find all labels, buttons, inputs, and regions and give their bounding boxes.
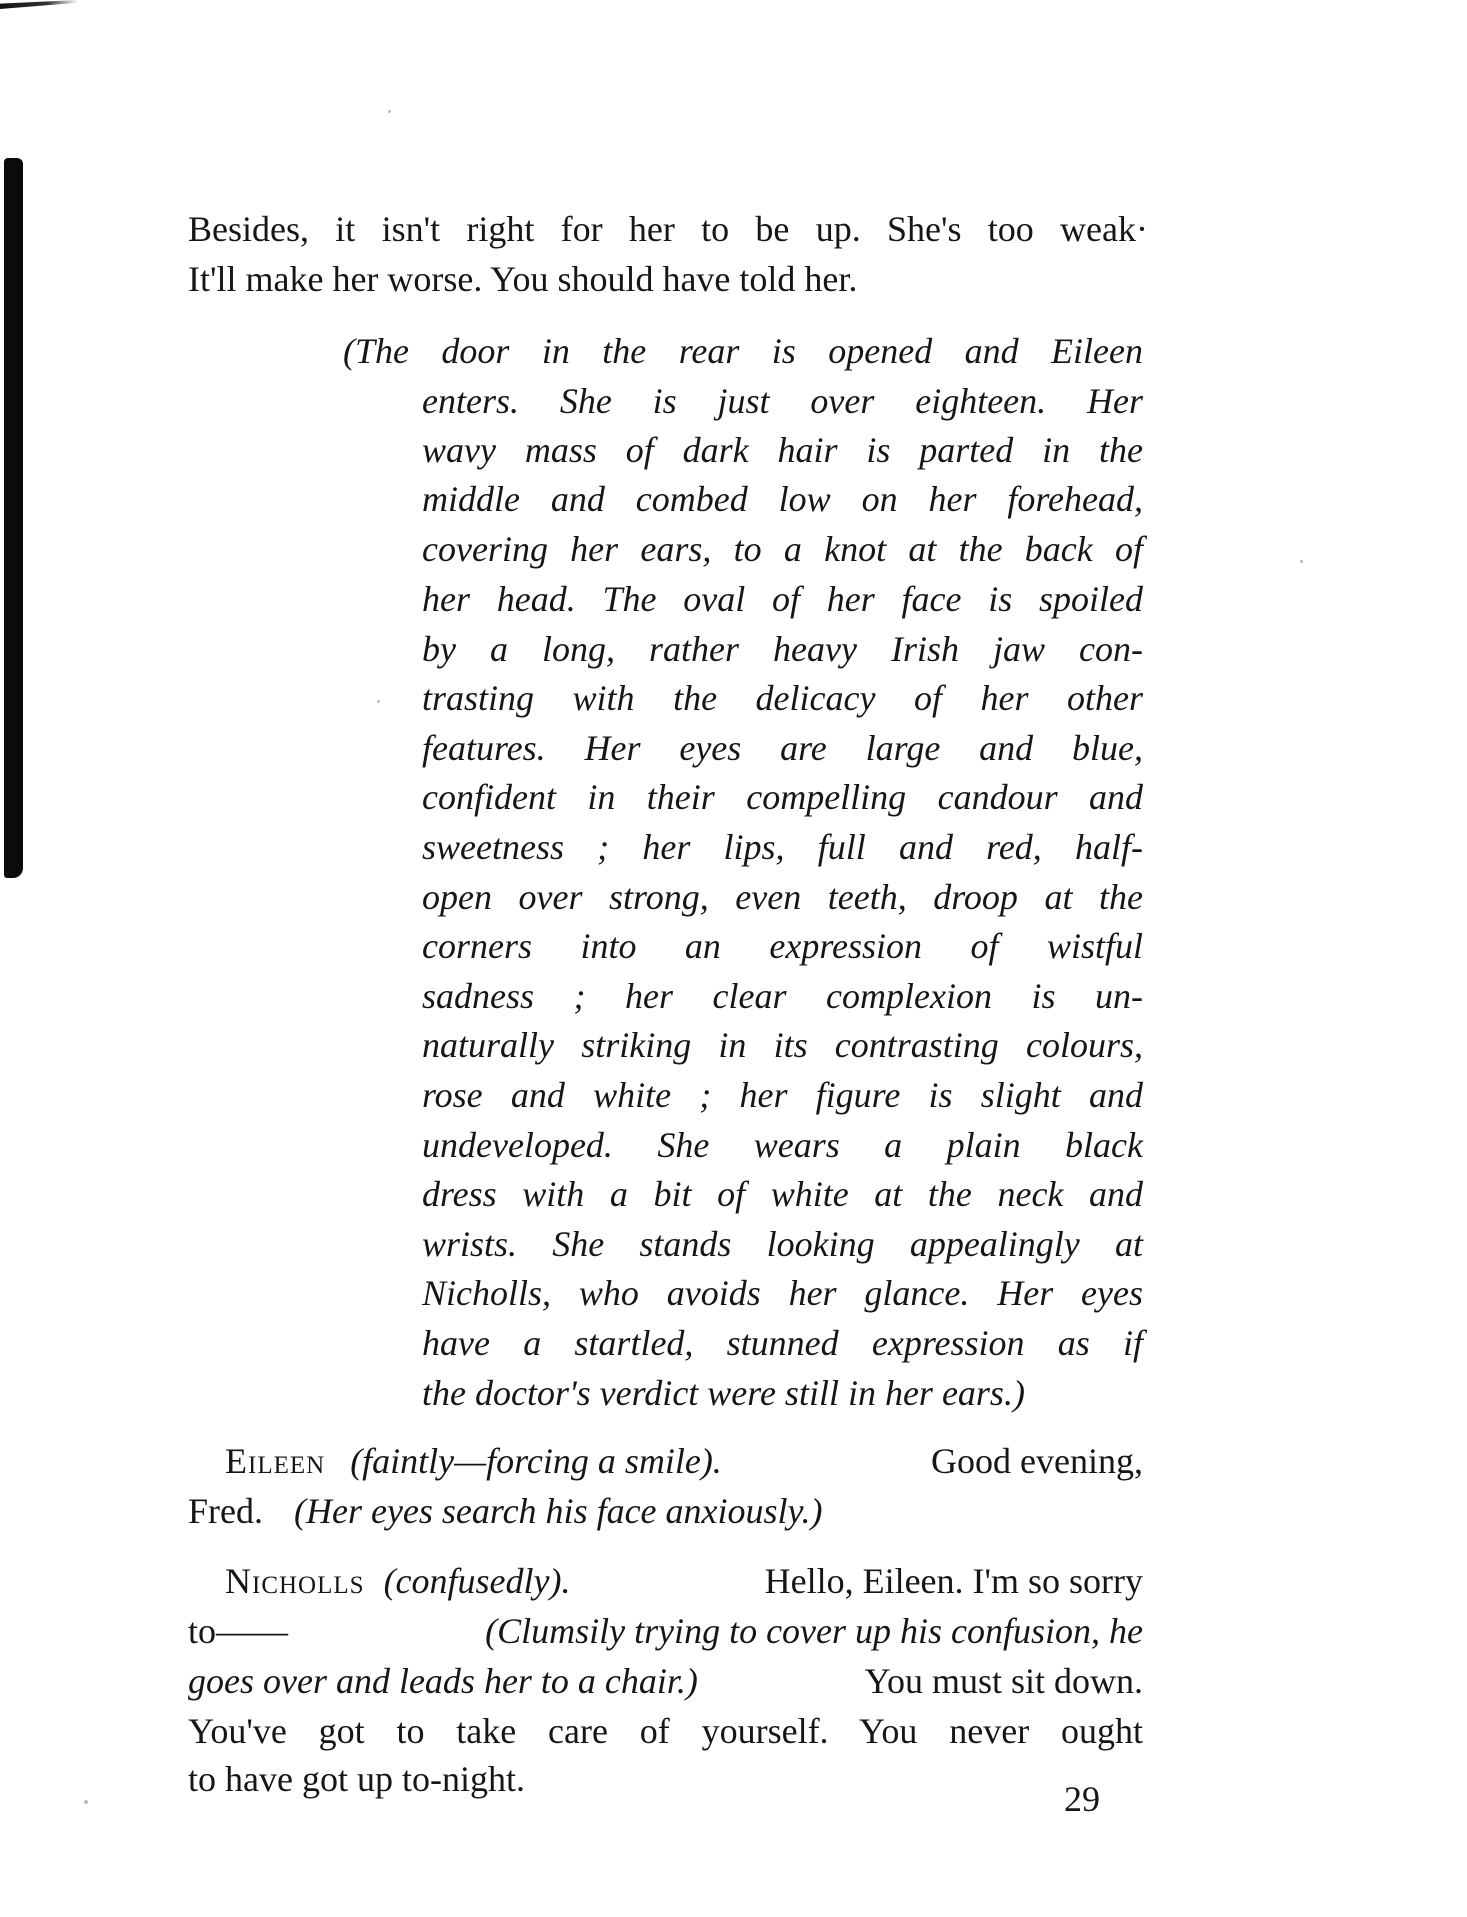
stage-direction-line: sadness ; her clear complexion is un- [422, 976, 1143, 1016]
speaker-direction: (confusedly). [383, 1561, 571, 1601]
stage-direction-line: naturally striking in its contrasting colours, [422, 1025, 1143, 1065]
stage-direction-line: (The door in the rear is opened and Eileen [343, 331, 1143, 371]
stage-direction-line: open over strong, even teeth, droop at the [422, 877, 1143, 917]
stage-direction-line: sweetness ; her lips, full and red, half- [422, 827, 1143, 867]
eileen-speech-line [225, 1440, 1143, 1482]
dialogue-text: You must sit down. [864, 1661, 1143, 1701]
stage-direction-line: have a startled, stunned expression as if [422, 1323, 1143, 1363]
stage-direction-line: trasting with the delicacy of her other [422, 678, 1143, 718]
stage-direction-inline: goes over and leads her to a chair.) [188, 1661, 698, 1701]
dialogue-text: Hello, Eileen. I'm so sorry [764, 1561, 1143, 1601]
stage-direction-inline: (Her eyes search his face anxiously.) [294, 1491, 823, 1531]
continued-speech-line: Besides, it isn't right for her to be up. She's too weak· [188, 209, 1148, 249]
stage-direction-line: rose and white ; her figure is slight and [422, 1075, 1143, 1115]
stage-direction-line: enters. She is just over eighteen. Her [422, 381, 1143, 421]
stage-direction-line: undeveloped. She wears a plain black [422, 1125, 1143, 1165]
continued-speech-line: It'll make her worse. You should have told her. [188, 259, 858, 299]
stage-direction-line: covering her ears, to a knot at the back of [422, 529, 1143, 569]
stage-direction-line: by a long, rather heavy Irish jaw con- [422, 629, 1143, 669]
speaker-direction: (faintly—forcing a smile). [350, 1441, 722, 1481]
nicholls-speech-line [225, 1560, 1143, 1602]
stage-direction-line: dress with a bit of white at the neck and [422, 1174, 1143, 1214]
speaker-name: Eileen [225, 1441, 326, 1481]
stage-direction-inline: (Clumsily trying to cover up his confusion, he [485, 1611, 1143, 1651]
stage-direction-line: confident in their compelling candour and [422, 777, 1143, 817]
stage-direction-line: her head. The oval of her face is spoiled [422, 579, 1143, 619]
stage-direction-line: features. Her eyes are large and blue, [422, 728, 1143, 768]
eileen-speech-line [188, 1490, 823, 1532]
nicholls-speech-line: to have got up to-night. [188, 1759, 525, 1799]
nicholls-speech-line: You've got to take care of yourself. You never ought [188, 1711, 1143, 1751]
dialogue-text: to—— [188, 1611, 289, 1651]
stage-direction-line: Nicholls, who avoids her glance. Her eyes [422, 1273, 1143, 1313]
nicholls-speech-line [188, 1610, 1143, 1652]
stage-direction-line: middle and combed low on her forehead, [422, 479, 1143, 519]
dialogue-text: Fred. [188, 1491, 263, 1531]
stage-direction-line: wavy mass of dark hair is parted in the [422, 430, 1143, 470]
nicholls-speech-line [188, 1660, 1143, 1702]
stage-direction-line: the doctor's verdict were still in her ears.) [422, 1373, 1025, 1413]
stage-direction-line: corners into an expression of wistful [422, 926, 1143, 966]
speaker-name: Nicholls [225, 1561, 365, 1601]
page-number: 29 [1064, 1779, 1100, 1819]
stage-direction-line: wrists. She stands looking appealingly at [422, 1224, 1143, 1264]
dialogue-text: Good evening, [931, 1441, 1143, 1481]
